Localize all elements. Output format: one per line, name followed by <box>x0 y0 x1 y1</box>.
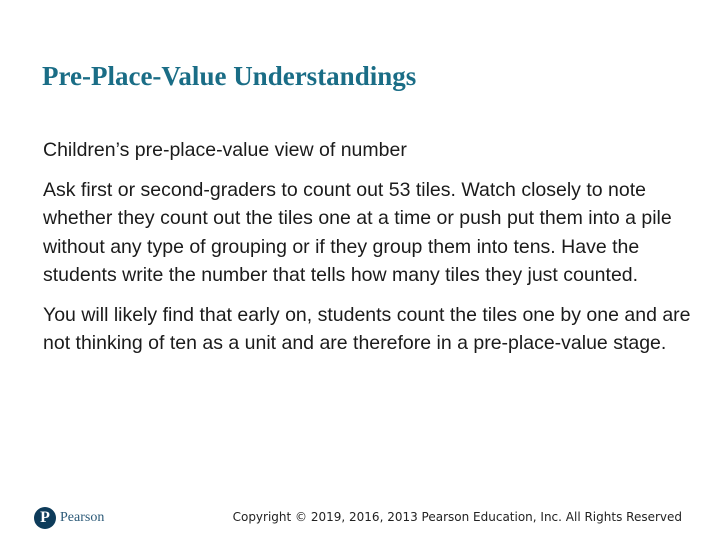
slide-footer <box>0 500 720 536</box>
pearson-logo-text: Pearson <box>60 510 105 525</box>
slide-body <box>43 136 703 369</box>
slide-title: Pre-Place-Value Understandings <box>42 61 417 91</box>
pearson-logo <box>34 505 104 531</box>
body-paragraph-1: Children’s pre-place-value view of number <box>43 139 407 161</box>
pearson-logo-icon: P <box>34 507 56 529</box>
copyright-notice: Copyright © 2019, 2016, 2013 Pearson Education, Inc. All Rights Reserved <box>232 510 682 524</box>
body-paragraph-2: Ask first or second-graders to count out 53 tiles. Watch closely to note whether they count out the tiles one at a time or push put them into a pile without any type of grouping or if they group them into tens. Have the students write the number that tells how many tiles they just counted. <box>43 178 672 286</box>
body-paragraph-3: You will likely find that early on, students count the tiles one by one and are not thinking of ten as a unit and are therefore in a pre-place-value stage. <box>43 303 691 354</box>
